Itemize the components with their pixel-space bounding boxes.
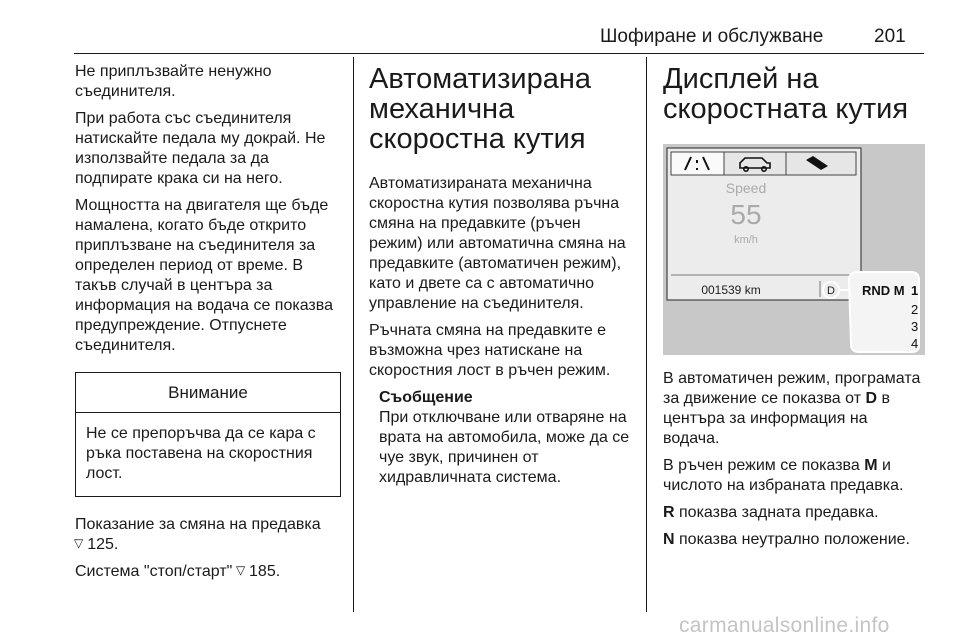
gear-mode-indicator: D <box>827 285 835 297</box>
reference-page: 125. <box>87 536 119 553</box>
clutch-pedal-text: При работа със съединителя натискайте педала му докрай. Не използвайте педала за да подпирате крака си на него. <box>75 110 326 187</box>
gear-shift-reference[interactable]: Показание за смяна на предавка ▷125. <box>75 515 341 555</box>
speed-label: Speed <box>725 180 767 196</box>
manual-shift-text: Ръчната смяна на предавките е възможна чрез натискане на скоростния лост в ръчен режим. <box>369 322 611 379</box>
gear-4: 4 <box>911 336 919 351</box>
page-number: 201 <box>874 26 906 47</box>
gear-3: 3 <box>911 319 919 334</box>
key-d: D <box>865 390 878 407</box>
attention-box <box>75 372 341 497</box>
column-divider-2 <box>646 57 647 612</box>
column-2 <box>369 62 637 488</box>
key-r: R <box>663 504 675 521</box>
menu-tab-1 <box>671 152 724 175</box>
gear-strip-label: RND M <box>862 283 905 298</box>
amt-heading: Автоматизирана механична скоростна кутия <box>369 63 592 155</box>
speed-value: 55 <box>730 199 762 230</box>
manual-mode-text: В ръчен режим се показва M и числото на избраната предавка. <box>663 457 904 494</box>
column-3 <box>663 62 928 557</box>
menu-tab-2 <box>724 152 786 175</box>
attention-title: Внимание <box>76 373 340 413</box>
note-body: При отключване или отваряне на врата на автомобила, може да се чуе звук, причинен от хидравличната система. <box>379 409 630 486</box>
header-rule <box>74 53 924 54</box>
page-reference-icon: ▷ <box>234 566 249 576</box>
stop-start-reference[interactable]: Система "стоп/старт" ▷185. <box>75 563 281 580</box>
engine-power-text: Мощността на двигателя ще бъде намалена, когато бъде открито приплъзване на съединителя за определен период от време. В такъв случай в центъра за информация на водача се показва предупреждение. Отпуснете съединителя. <box>75 197 333 354</box>
gearbox-display-illustration <box>663 144 925 355</box>
note-box <box>379 388 637 488</box>
watermark: carmanualsonline.info <box>679 614 890 637</box>
key-m: M <box>864 457 878 474</box>
odometer-readout: 001539 km <box>701 283 761 297</box>
display-heading: Дисплей на скоростната кутия <box>663 63 909 125</box>
neutral-text: N показва неутрално положение. <box>663 531 910 548</box>
amt-description: Автоматизираната механична скоростна кутия позволява ръчна смяна на предавките (ръчен режим) или автоматична смяна на предавките (автоматичен режим), като и двете са с автоматично управление на съединителя. <box>369 175 626 312</box>
gear-2: 2 <box>911 302 919 317</box>
speed-unit: km/h <box>734 234 758 246</box>
reverse-text: R показва задната предавка. <box>663 504 879 521</box>
key-n: N <box>663 531 675 548</box>
gear-1: 1 <box>911 283 919 298</box>
auto-mode-text: В автоматичен режим, програмата за движение се показва от D в центъра за информация на водача. <box>663 370 921 447</box>
attention-body: Не се препоръчва да се кара с ръка поставена на скоростния лост. <box>86 425 316 482</box>
cluster-drawing <box>663 144 925 355</box>
note-title: Съобщение <box>379 389 473 406</box>
section-title: Шофиране и обслужване <box>600 26 824 47</box>
page-reference-icon: ▷ <box>72 539 87 549</box>
column-divider-1 <box>353 57 354 612</box>
column-1 <box>72 62 341 589</box>
clutch-slip-text: Не приплъзвайте ненужно съединителя. <box>75 63 272 100</box>
reference-page: 185. <box>249 563 281 580</box>
